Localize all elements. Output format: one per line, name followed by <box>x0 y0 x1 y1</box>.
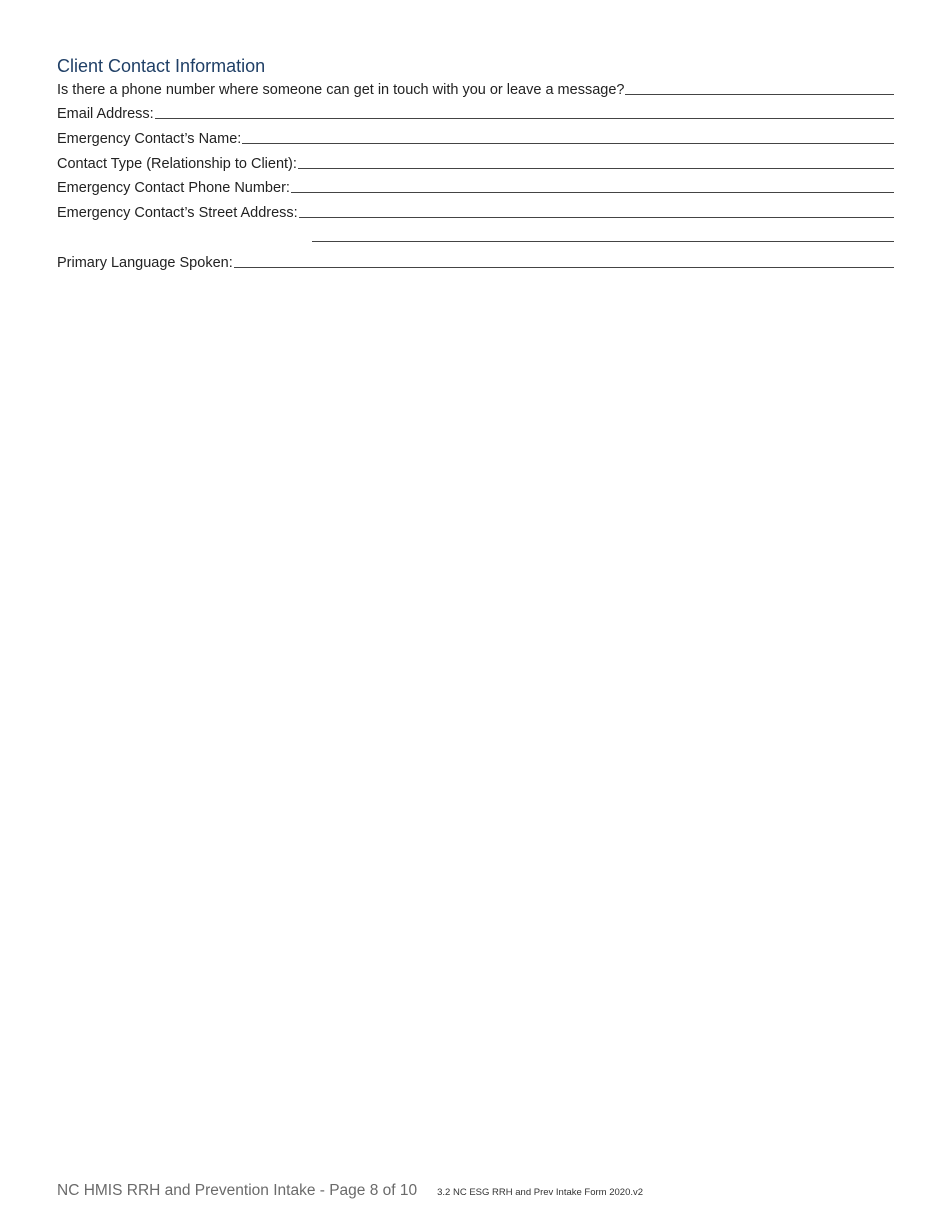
contact-type-label: Contact Type (Relationship to Client): <box>57 156 297 172</box>
emergency-name-input-line[interactable] <box>242 129 894 144</box>
contact-type-input-line[interactable] <box>298 154 894 169</box>
phone-question-label: Is there a phone number where someone can get in touch with you or leave a message? <box>57 82 625 98</box>
email-input-line[interactable] <box>155 104 894 119</box>
phone-input-line[interactable] <box>625 80 894 95</box>
email-row <box>57 103 894 123</box>
contact-type-row <box>57 153 894 173</box>
section-title: Client Contact Information <box>57 56 266 76</box>
emergency-address-input-line[interactable] <box>299 203 894 218</box>
primary-language-input-line[interactable] <box>234 253 894 268</box>
emergency-name-label: Emergency Contact’s Name: <box>57 131 242 147</box>
emergency-address-line-2[interactable] <box>312 241 894 242</box>
emergency-address-row <box>57 202 894 222</box>
phone-question-row <box>57 79 894 99</box>
emergency-name-row <box>57 128 894 148</box>
emergency-phone-label: Emergency Contact Phone Number: <box>57 180 290 196</box>
emergency-phone-row <box>57 177 894 197</box>
emergency-address-label: Emergency Contact’s Street Address: <box>57 205 298 221</box>
primary-language-label: Primary Language Spoken: <box>57 255 233 271</box>
footer-version: 3.2 NC ESG RRH and Prev Intake Form 2020.v2 <box>437 1187 644 1198</box>
page-footer <box>57 1182 643 1200</box>
footer-title: NC HMIS RRH and Prevention Intake - Page 8 of 10 <box>57 1182 418 1199</box>
email-label: Email Address: <box>57 106 154 122</box>
emergency-phone-input-line[interactable] <box>291 178 894 193</box>
primary-language-row <box>57 252 894 272</box>
